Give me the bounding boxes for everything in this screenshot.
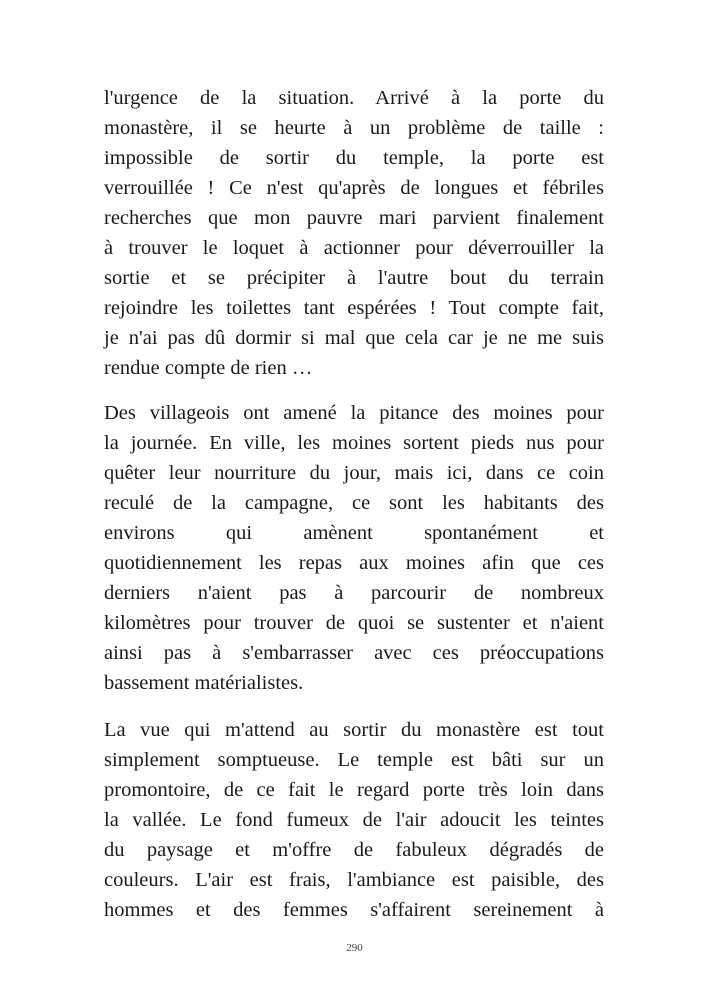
text-line: ainsi pas à s'embarrasser avec ces préoccupations: [104, 642, 604, 664]
text-line: hommes et des femmes s'affairent sereinement à: [104, 899, 604, 921]
text-line: recherches que mon pauvre mari parvient finalement: [104, 207, 604, 229]
text-line: verrouillée ! Ce n'est qu'après de longues et fébriles: [104, 177, 604, 199]
page-number: 290: [346, 942, 363, 954]
text-line: couleurs. L'air est frais, l'ambiance est paisible, des: [104, 869, 604, 891]
text-line: derniers n'aient pas à parcourir de nombreux: [104, 582, 604, 604]
paragraph-3: [104, 715, 604, 925]
text-line: je n'ai pas dû dormir si mal que cela car je ne me suis: [104, 327, 604, 349]
text-line: simplement somptueuse. Le temple est bâti sur un: [104, 749, 604, 771]
text-line: bassement matérialistes.: [104, 672, 304, 694]
text-line: promontoire, de ce fait le regard porte très loin dans: [104, 779, 604, 801]
text-line: quotidiennement les repas aux moines afin que ces: [104, 552, 604, 574]
text-line: rendue compte de rien …: [104, 357, 313, 379]
text-line: kilomètres pour trouver de quoi se sustenter et n'aient: [104, 612, 604, 634]
text-line: rejoindre les toilettes tant espérées ! Tout compte fait,: [104, 297, 604, 319]
text-line: quêter leur nourriture du jour, mais ici, dans ce coin: [104, 462, 604, 484]
text-line: Des villageois ont amené la pitance des moines pour: [104, 402, 604, 424]
text-line: La vue qui m'attend au sortir du monastère est tout: [104, 719, 604, 741]
text-line: sortie et se précipiter à l'autre bout du terrain: [104, 267, 604, 289]
paragraph-2: [104, 398, 604, 698]
text-line: reculé de la campagne, ce sont les habitants des: [104, 492, 604, 514]
paragraph-1: [104, 83, 604, 383]
text-line: la vallée. Le fond fumeux de l'air adoucit les teintes: [104, 809, 604, 831]
text-line: monastère, il se heurte à un problème de taille :: [104, 117, 604, 139]
text-line: à trouver le loquet à actionner pour déverrouiller la: [104, 237, 604, 259]
text-line: environs qui amènent spontanément et: [104, 522, 604, 544]
text-line: du paysage et m'offre de fabuleux dégradés de: [104, 839, 604, 861]
text-line: la journée. En ville, les moines sortent pieds nus pour: [104, 432, 604, 454]
text-line: l'urgence de la situation. Arrivé à la porte du: [104, 87, 604, 109]
text-line: impossible de sortir du temple, la porte est: [104, 147, 604, 169]
